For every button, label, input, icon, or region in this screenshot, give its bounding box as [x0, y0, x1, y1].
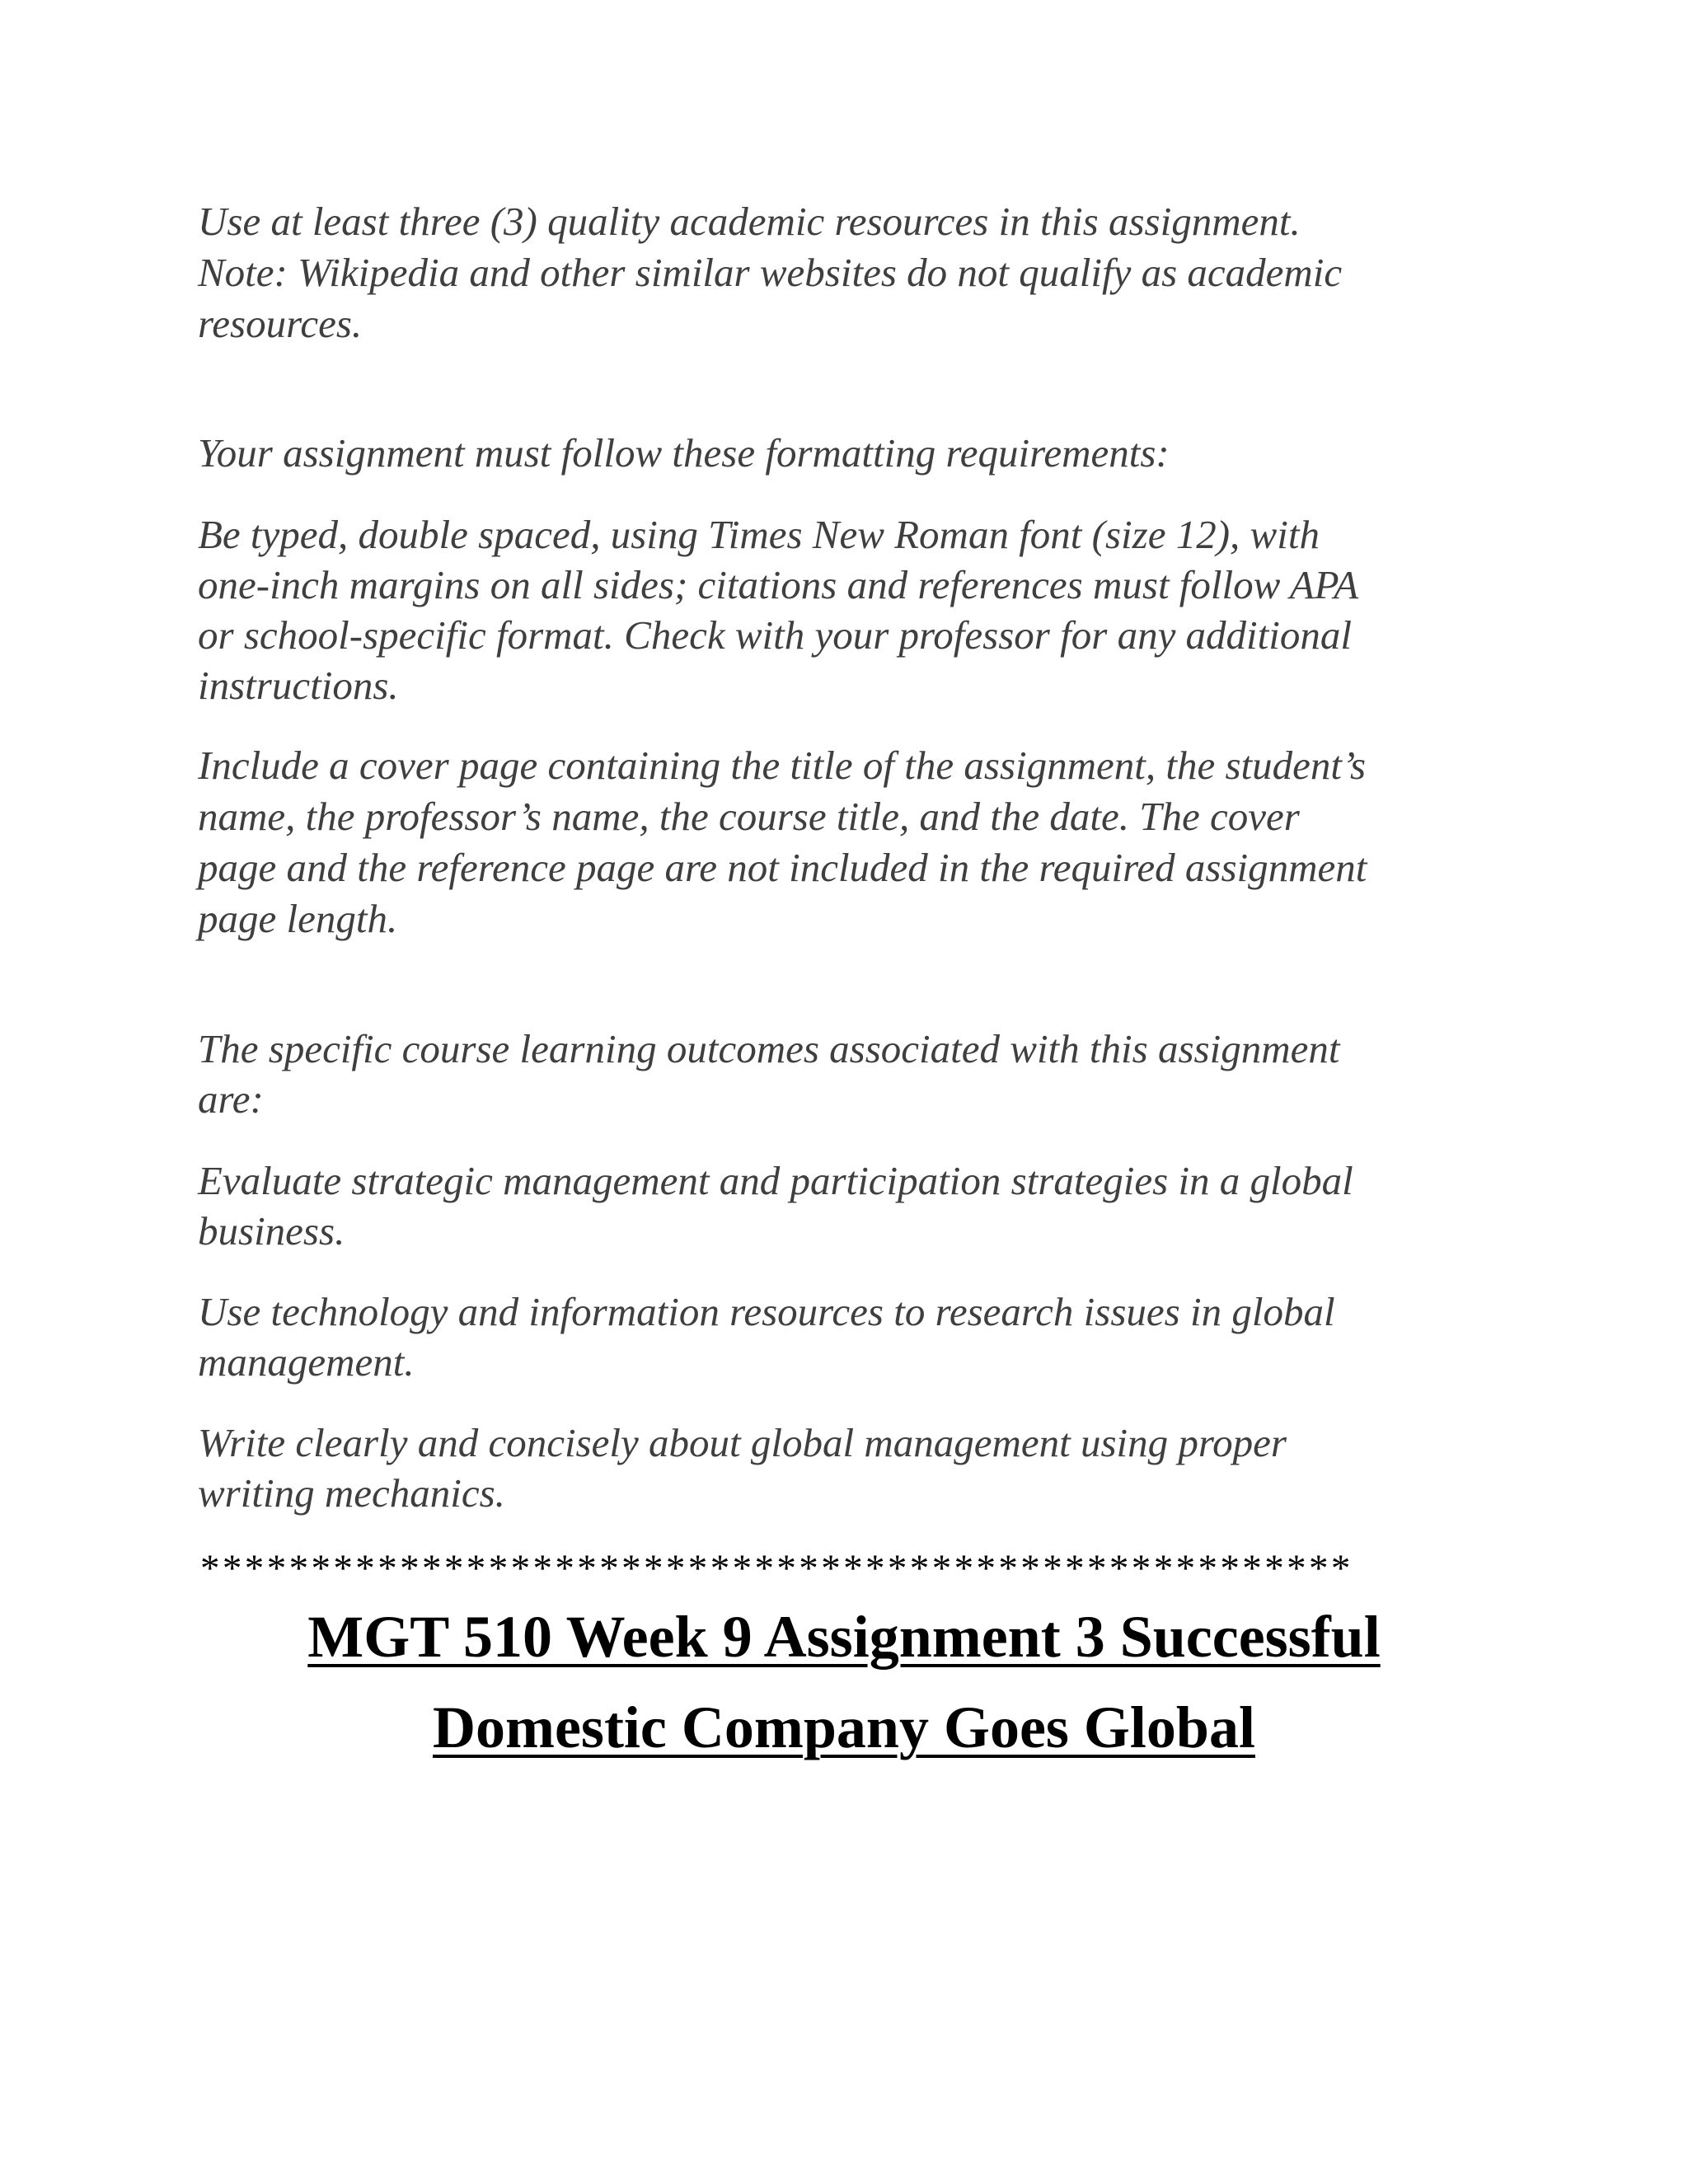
text-line: are: — [198, 1076, 264, 1122]
text-line: page length. — [198, 896, 398, 941]
text-line: page and the reference page are not included in the required assignment — [198, 845, 1367, 890]
text-line: Be typed, double spaced, using Times New Roman font (size 12), with — [198, 512, 1320, 557]
text-line: management. — [198, 1339, 415, 1385]
text-line: writing mechanics. — [198, 1470, 505, 1516]
text-line: Include a cover page containing the title of the assignment, the student’s — [198, 743, 1367, 788]
text-line: Use technology and information resources to research issues in global — [198, 1289, 1335, 1334]
text-line: Write clearly and concisely about global management using proper — [198, 1420, 1287, 1465]
text-line: Evaluate strategic management and participation strategies in a global — [198, 1158, 1353, 1203]
text-line: name, the professor’s name, the course title, and the date. The cover — [198, 794, 1300, 839]
text-line: one-inch margins on all sides; citations and references must follow APA — [198, 562, 1359, 607]
text-line: The specific course learning outcomes associated with this assignment — [198, 1026, 1340, 1071]
text-line: or school-specific format. Check with your professor for any additional — [198, 612, 1353, 658]
text-line: Use at least three (3) quality academic resources in this assignment. — [198, 199, 1301, 244]
text-line: instructions. — [198, 663, 399, 708]
asterisk-separator: **************************************************** — [200, 1547, 1353, 1590]
text-line: resources. — [198, 301, 363, 346]
text-line: Your assignment must follow these formatting requirements: — [198, 430, 1170, 476]
heading-line: Domestic Company Goes Global — [433, 1694, 1255, 1760]
text-line: Note: Wikipedia and other similar websites do not qualify as academic — [198, 250, 1343, 295]
heading-line: MGT 510 Week 9 Assignment 3 Successful — [307, 1604, 1381, 1670]
text-line: business. — [198, 1208, 345, 1254]
